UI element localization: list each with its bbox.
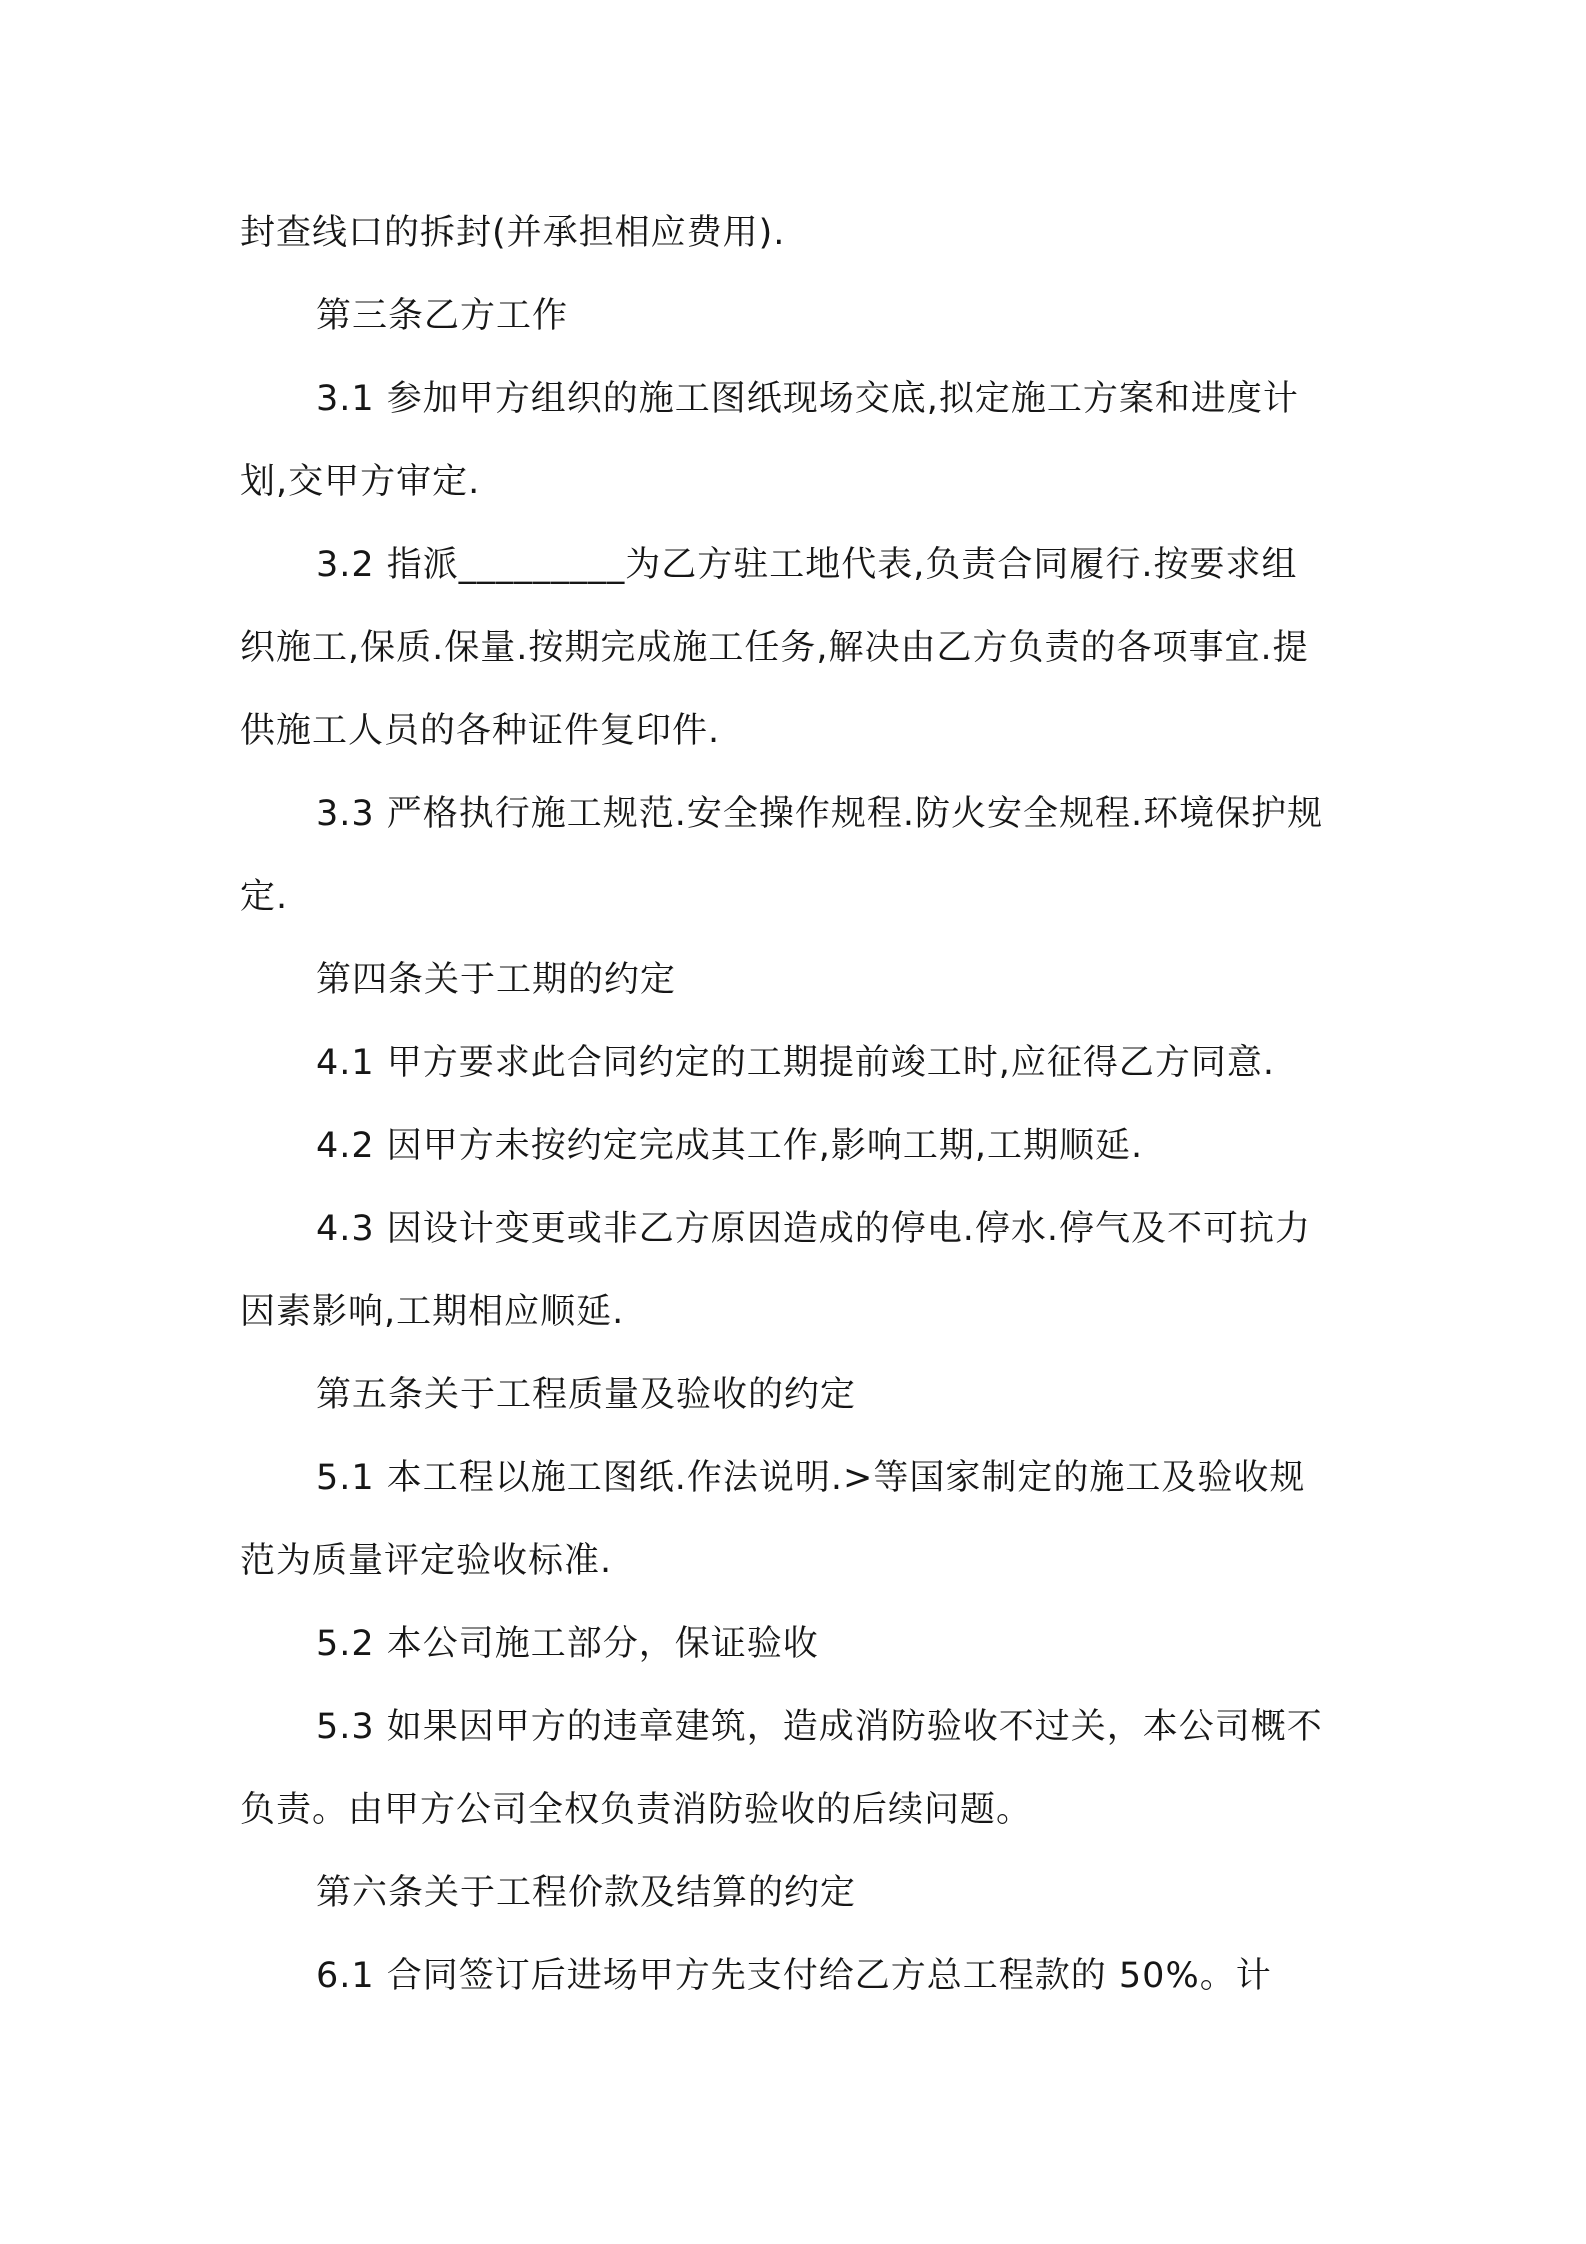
body-line: 织施工,保质.保量.按期完成施工任务,解决由乙方负责的各项事宜.提: [240, 628, 1309, 668]
section-heading: 第三条乙方工作: [316, 296, 569, 336]
body-line: 6.1 合同签订后进场甲方先支付给乙方总工程款的 50%。计: [316, 1956, 1272, 1996]
body-line: 4.1 甲方要求此合同约定的工期提前竣工时,应征得乙方同意.: [316, 1043, 1276, 1083]
body-line: 4.2 因甲方未按约定完成其工作,影响工期,工期顺延.: [316, 1126, 1144, 1166]
body-line: 范为质量评定验收标准.: [240, 1541, 613, 1581]
body-line: 4.3 因设计变更或非乙方原因造成的停电.停水.停气及不可抗力: [316, 1209, 1312, 1249]
body-line: 负责。由甲方公司全权负责消防验收的后续问题。: [240, 1790, 1033, 1830]
body-line: 3.1 参加甲方组织的施工图纸现场交底,拟定施工方案和进度计: [316, 379, 1299, 419]
body-line: 划,交甲方审定.: [240, 462, 481, 502]
body-line: 5.1 本工程以施工图纸.作法说明.>等国家制定的施工及验收规: [316, 1458, 1306, 1498]
section-heading: 第四条关于工期的约定: [316, 960, 677, 1000]
body-line: 供施工人员的各种证件复印件.: [240, 711, 721, 751]
section-heading: 第六条关于工程价款及结算的约定: [316, 1873, 857, 1913]
body-line: 因素影响,工期相应顺延.: [240, 1292, 625, 1332]
body-line: 3.2 指派_________为乙方驻工地代表,负责合同履行.按要求组: [316, 545, 1298, 585]
contract-text: [240, 192, 1360, 2018]
body-line: 定.: [240, 877, 289, 917]
body-line: 5.3 如果因甲方的违章建筑，造成消防验收不过关，本公司概不: [316, 1707, 1323, 1747]
body-line: 封查线口的拆封(并承担相应费用).: [240, 213, 786, 253]
body-line: 3.3 严格执行施工规范.安全操作规程.防火安全规程.环境保护规: [316, 794, 1324, 834]
section-heading: 第五条关于工程质量及验收的约定: [316, 1375, 857, 1415]
body-line: 5.2 本公司施工部分，保证验收: [316, 1624, 819, 1664]
